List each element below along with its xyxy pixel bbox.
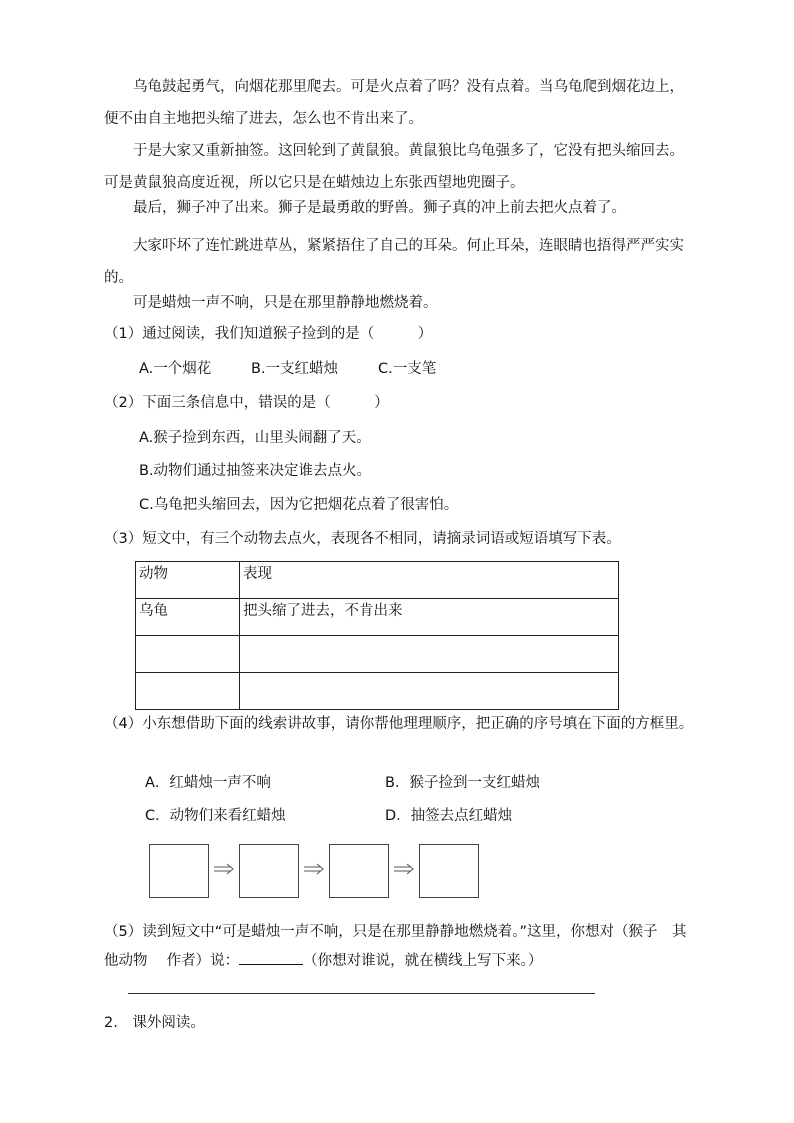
answer-table [135,561,619,710]
question-1-option-b: B.一支红蜡烛 [251,361,339,377]
question-3-stem: （3）短文中，有三个动物去点火，表现各不相同，请摘录词语或短语填写下表。 [104,531,621,547]
double-arrow-icon [303,863,325,875]
answer-blank[interactable] [239,949,303,965]
table-cell-blank[interactable] [240,636,619,673]
double-arrow-icon [213,863,235,875]
story-paragraph-1: 乌龟鼓起勇气，向烟花那里爬去。可是火点着了吗？没有点着。当乌龟爬到烟花边上，便不由自主地把头缩了进去，怎么也不肯出来了。 [104,79,684,127]
table-header-row [136,562,619,599]
question-4-option-b: B．猴子捡到一支红蜡烛 [385,775,540,791]
table-header-cell: 表现 [240,562,619,599]
question-4-option-c: C．动物们来看红蜡烛 [145,808,286,824]
question-5-stem [104,918,696,976]
question-5-stem-text: （5）读到短文中“可是蜡烛一声不响，只是在那里静静地燃烧着。”这里，你想对（猴子 其他动物 作者）说： [104,924,687,969]
question-2-option-b: B.动物们通过抽签来决定谁去点火。 [139,463,372,479]
answer-line[interactable] [128,993,595,994]
question-2-option-a: A.猴子捡到东西，山里头闹翻了天。 [139,430,371,446]
table-cell-blank[interactable] [240,673,619,710]
question-4-stem: （4）小东想借助下面的线索讲故事，请你帮他理理顺序，把正确的序号填在下面的方框里。 [104,716,694,732]
question-1-option-a: A.一个烟花 [139,361,212,377]
question-2-stem: （2）下面三条信息中，错误的是（ ） [104,395,389,411]
order-answer-box-1[interactable] [149,844,209,898]
table-row [136,599,619,636]
story-paragraph-5: 可是蜡烛一声不响，只是在那里静静地燃烧着。 [133,295,438,311]
table-cell: 把头缩了进去，不肯出来 [240,599,619,636]
section-2-heading: 2. 课外阅读。 [104,1015,205,1031]
question-2-option-c: C.乌龟把头缩回去，因为它把烟花点着了很害怕。 [139,497,459,513]
story-paragraph-3: 最后，狮子冲了出来。狮子是最勇敢的野兽。狮子真的冲上前去把火点着了。 [133,200,626,216]
question-4-option-d: D．抽签去点红蜡烛 [385,808,513,824]
question-5-instruction: （你想对谁说，就在横线上写下来。） [303,953,543,969]
table-cell-blank[interactable] [136,673,240,710]
table-cell-blank[interactable] [136,636,240,673]
story-paragraph-2: 于是大家又重新抽签。这回轮到了黄鼠狼。黄鼠狼比乌龟强多了，它没有把头缩回去。可是黄鼠狼高度近视，所以它只是在蜡烛边上东张西望地兜圈子。 [104,143,684,191]
question-1-stem: （1）通过阅读，我们知道猴子捡到的是（ ） [104,326,433,342]
question-1-option-c: C.一支笔 [378,361,437,377]
order-answer-box-4[interactable] [419,844,479,898]
table-row [136,636,619,673]
question-4-option-a: A．红蜡烛一声不响 [145,775,271,791]
order-answer-box-2[interactable] [239,844,299,898]
story-paragraph-4: 大家吓坏了连忙跳进草丛，紧紧捂住了自己的耳朵。何止耳朵，连眼睛也捂得严严实实的。 [104,238,684,286]
double-arrow-icon [393,863,415,875]
table-cell: 乌龟 [136,599,240,636]
table-row [136,673,619,710]
order-answer-box-3[interactable] [329,844,389,898]
table-header-cell: 动物 [136,562,240,599]
